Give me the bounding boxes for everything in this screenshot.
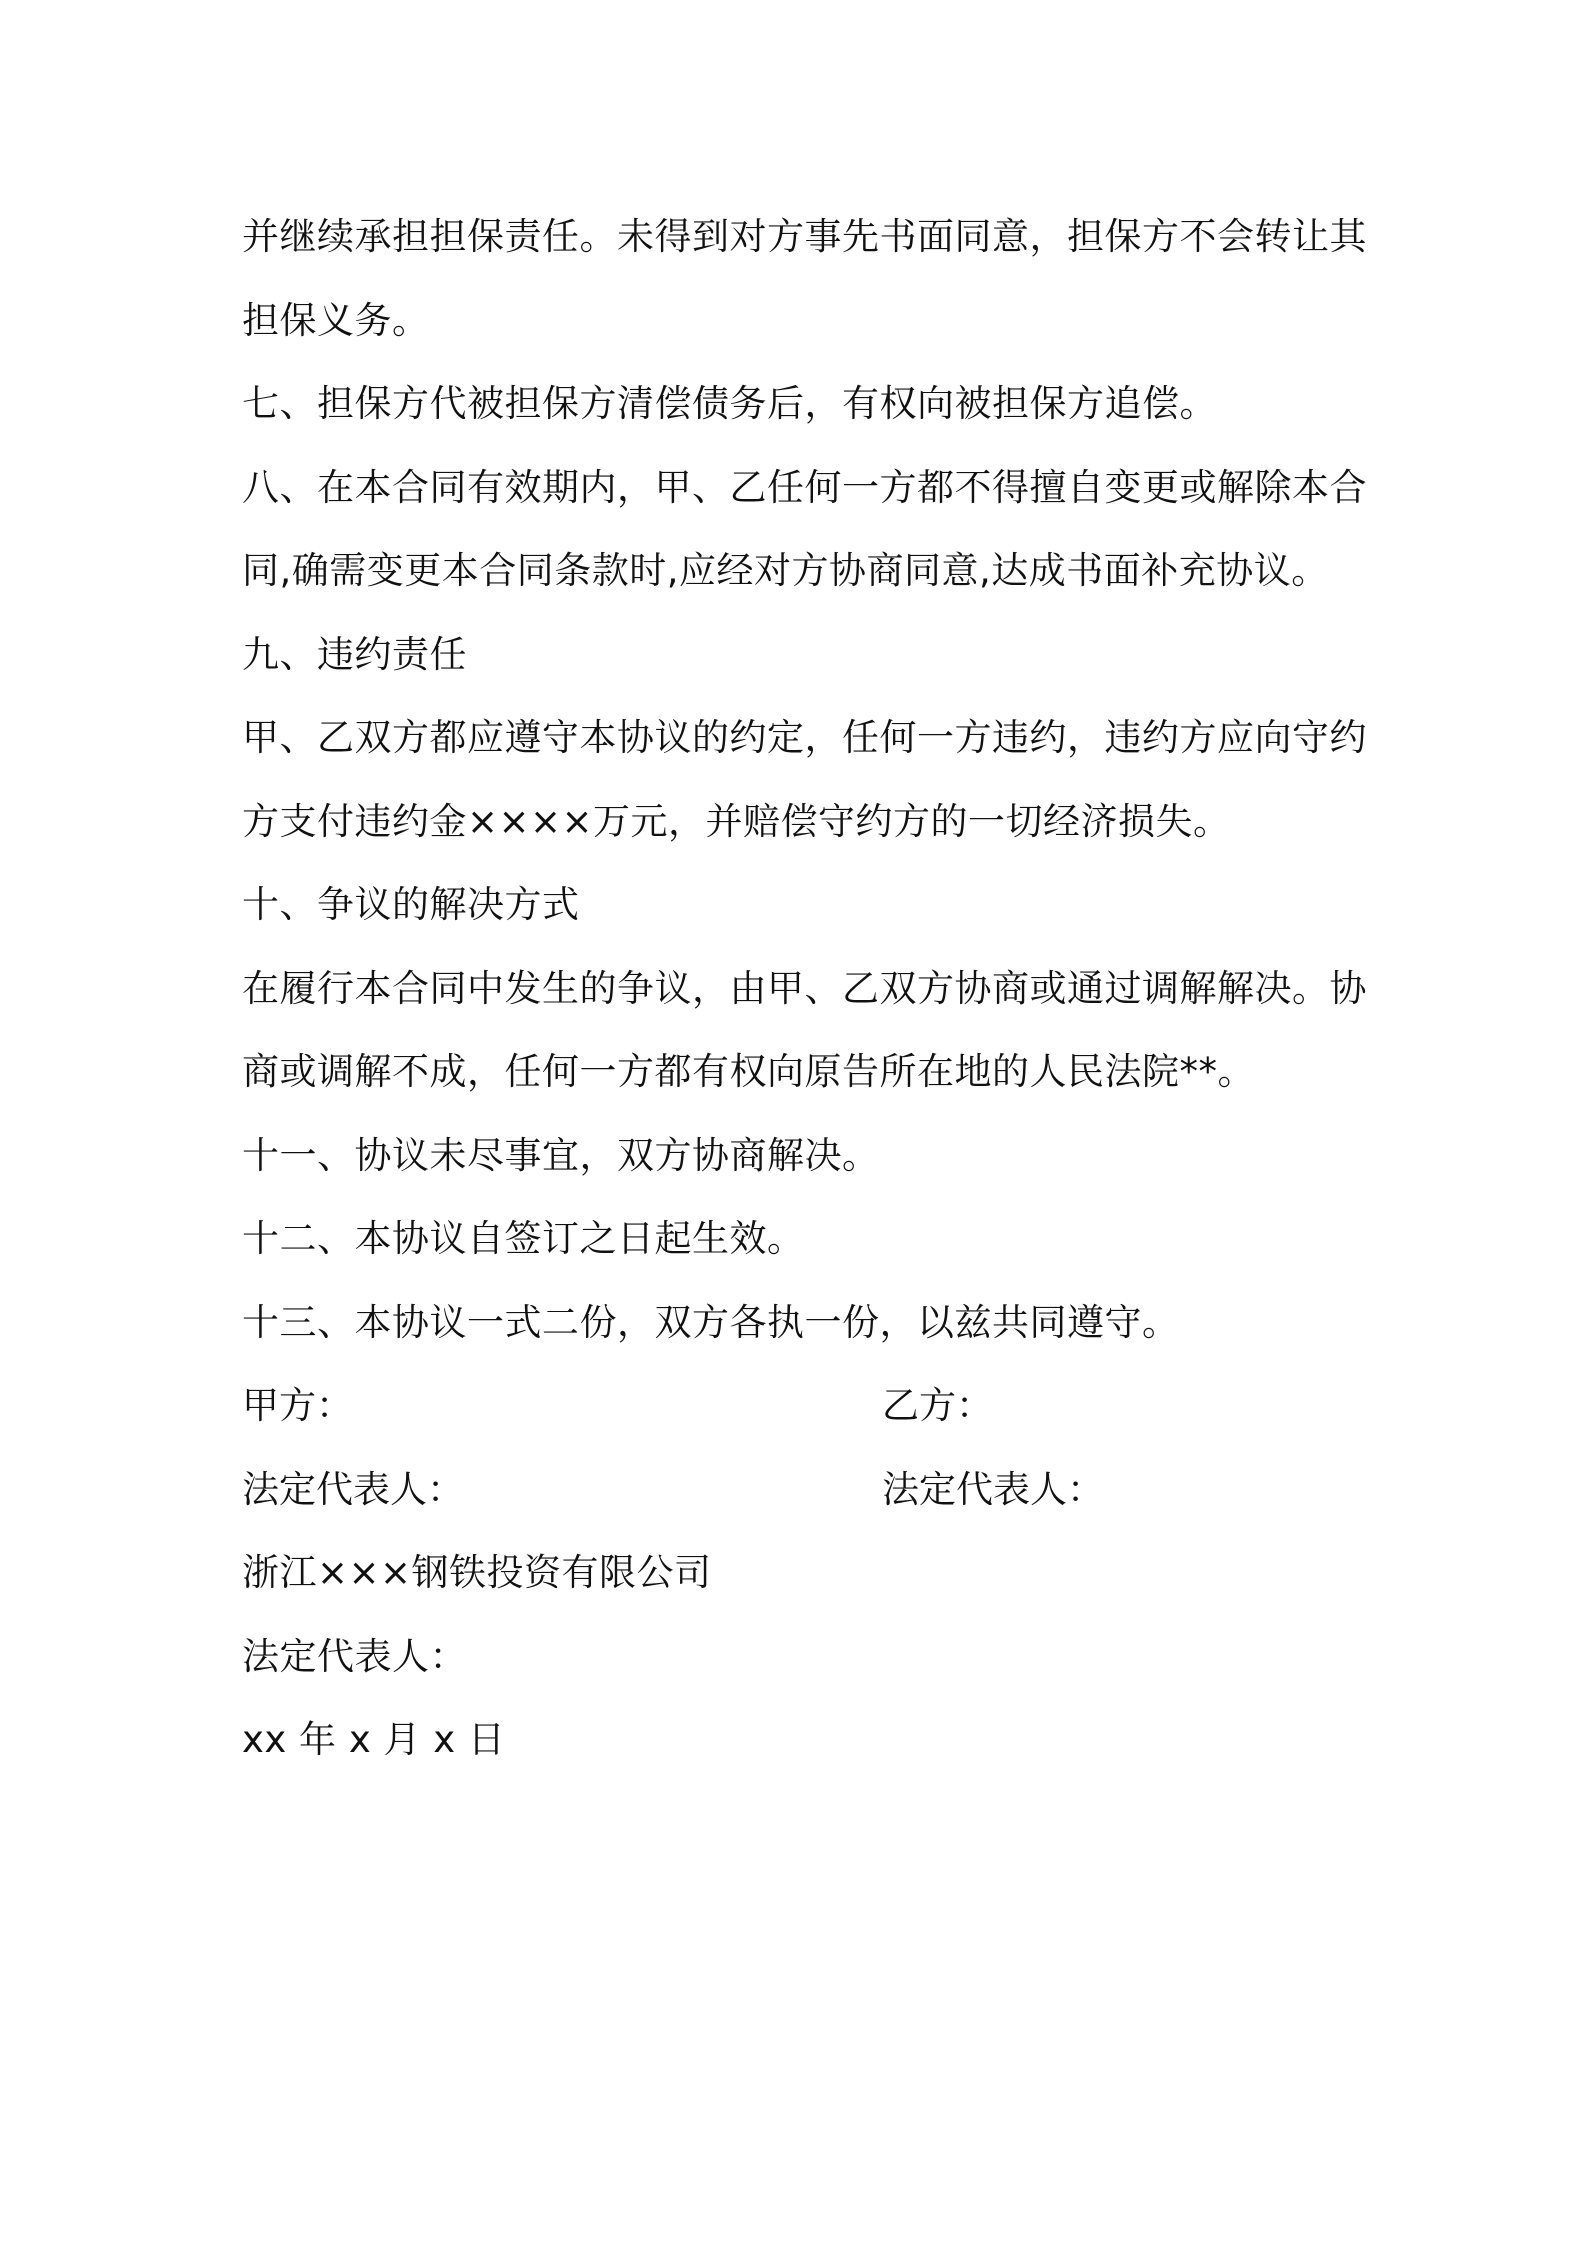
text-line: 在履行本合同中发生的争议，由甲、乙双方协商或通过调解解决。协: [242, 966, 1367, 1010]
rep-a-label: 法定代表人：: [242, 1467, 464, 1511]
document-body: [242, 195, 1367, 1782]
text-line: 方支付违约金××××万元，并赔偿守约方的一切经济损失。: [242, 799, 1231, 843]
signature-representatives-row: [242, 1448, 1362, 1532]
text-line: 担保义务。: [242, 298, 430, 342]
clause-9-heading: 九、违约责任: [242, 632, 467, 676]
clause-7: 七、担保方代被担保方清偿债务后，有权向被担保方追偿。: [242, 382, 1217, 425]
signature-parties-row: [242, 1364, 1362, 1448]
rep-c-label: 法定代表人：: [242, 1634, 467, 1678]
clause-13: 十三、本协议一式二份，双方各执一份，以兹共同遵守。: [242, 1300, 1180, 1344]
text-line: 并继续承担担保责任。未得到对方事先书面同意，担保方不会转让其: [242, 215, 1367, 258]
party-b-label: 乙方：: [882, 1384, 993, 1427]
clause-10-heading: 十、争议的解决方式: [242, 883, 580, 926]
clause-8: 八、在本合同有效期内，甲、乙任何一方都不得擅自变更或解除本合: [242, 465, 1367, 509]
clause-11: 十一、协议未尽事宜，双方协商解决。: [242, 1133, 880, 1177]
party-a-label: 甲方：: [242, 1384, 353, 1427]
clause-12: 十二、本协议自签订之日起生效。: [242, 1217, 805, 1260]
company-name: 浙江×××钢铁投资有限公司: [242, 1551, 712, 1594]
text-line: 商或调解不成，任何一方都有权向原告所在地的人民法院**。: [242, 1050, 1255, 1093]
rep-b-label: 法定代表人：: [882, 1467, 1104, 1511]
text-line: 同,确需变更本合同条款时,应经对方协商同意,达成书面补充协议。: [242, 549, 1329, 592]
signing-date: xx 年 x 月 x 日: [242, 1718, 506, 1761]
text-line: 甲、乙双方都应遵守本协议的约定，任何一方违约，违约方应向守约: [242, 716, 1367, 759]
